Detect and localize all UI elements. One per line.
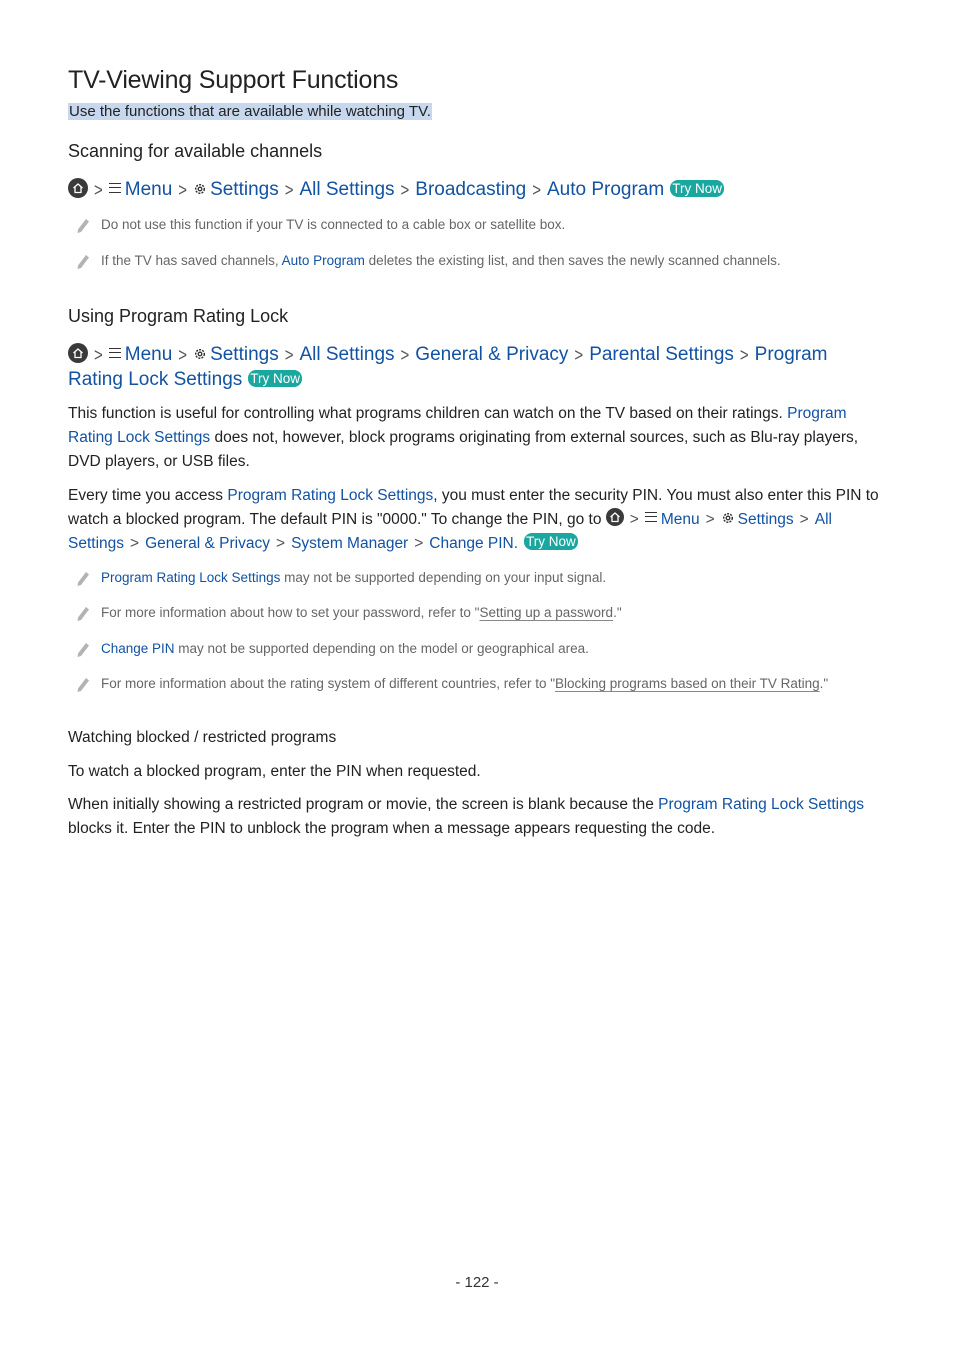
pencil-icon [76, 571, 90, 587]
chevron-right-icon: > [574, 345, 584, 366]
home-icon[interactable] [68, 178, 88, 198]
path-program-rating-lock[interactable]: Program Rating Lock Settings [68, 344, 828, 390]
breadcrumb-auto-program [68, 178, 898, 203]
page-subtitle: Use the functions that are available while watching TV. [69, 103, 431, 120]
note-change-pin: Change PIN may not be supported depending on the model or geographical area. [68, 641, 898, 656]
link-change-pin[interactable]: Change PIN [101, 641, 175, 656]
note-cable-box: Do not use this function if your TV is connected to a cable box or satellite box. [68, 217, 898, 232]
note-rating-system: For more information about the rating system of different countries, refer to "Blocking programs based on their TV Rating." [68, 676, 898, 691]
path-parental-settings[interactable]: Parental Settings [589, 344, 734, 365]
path-general-privacy[interactable]: General & Privacy [415, 344, 569, 365]
chevron-right-icon: > [178, 180, 188, 201]
path-menu[interactable]: Menu [645, 511, 700, 528]
page-number: - 122 - [455, 1274, 499, 1291]
link-setting-up-password[interactable]: Setting up a password [479, 605, 614, 620]
pencil-icon [76, 254, 90, 270]
link-program-rating-lock-settings[interactable]: Program Rating Lock Settings [68, 405, 847, 446]
chevron-right-icon: > [284, 345, 294, 366]
home-icon[interactable] [68, 343, 88, 363]
paragraph-restricted-program: When initially showing a restricted program or movie, the screen is blank because the Program Rating Lock Settings blocks it. Enter the PIN to unblock the program when a message appears requesting the code. [68, 796, 865, 837]
path-broadcasting[interactable]: Broadcasting [415, 179, 527, 200]
paragraph-security-pin: Every time you access Program Rating Lock Settings, you must enter the security PIN. You must also enter this PIN to watch a blocked program. The default PIN is "0000." To change the PIN, go to > Menu > Settings > All Settings > General & Privacy > System Manager > Change PIN. Try Now [68, 487, 879, 552]
link-program-rating-lock-settings[interactable]: Program Rating Lock Settings [658, 796, 865, 813]
pencil-icon [76, 642, 90, 658]
gear-icon [193, 347, 207, 361]
try-now-button[interactable]: Try Now [250, 371, 301, 386]
pencil-icon [76, 218, 90, 234]
path-settings[interactable]: Settings [193, 179, 279, 200]
path-settings[interactable]: Settings [721, 511, 794, 528]
section-heading-rating-lock: Using Program Rating Lock [68, 306, 289, 326]
pencil-icon [76, 606, 90, 622]
chevron-right-icon: > [532, 180, 541, 201]
gear-icon [721, 511, 735, 525]
path-all-settings[interactable]: All Settings [299, 344, 395, 365]
path-settings[interactable]: Settings [193, 344, 279, 365]
paragraph-enter-pin: To watch a blocked program, enter the PIN when requested. [68, 763, 481, 780]
chevron-right-icon: > [284, 180, 294, 201]
path-change-pin[interactable]: Change PIN [429, 535, 514, 552]
path-all-settings[interactable]: All Settings [299, 179, 395, 200]
link-blocking-programs[interactable]: Blocking programs based on their TV Rating [555, 676, 820, 691]
try-now-button[interactable]: Try Now [672, 181, 722, 196]
pencil-icon [76, 677, 90, 693]
breadcrumb-rating-lock [68, 343, 898, 392]
chevron-right-icon: > [400, 180, 410, 201]
path-general-privacy[interactable]: General & Privacy [145, 535, 270, 552]
chevron-right-icon: > [178, 345, 188, 366]
note-saved-channels: If the TV has saved channels, Auto Program deletes the existing list, and then saves the newly scanned channels. [68, 253, 898, 268]
link-program-rating-lock-settings[interactable]: Program Rating Lock Settings [227, 487, 434, 504]
chevron-right-icon: > [629, 511, 639, 528]
chevron-right-icon: > [94, 345, 103, 366]
menu-icon [109, 183, 121, 193]
home-icon[interactable] [606, 508, 624, 526]
try-now-button[interactable]: Try Now [526, 534, 576, 549]
section-heading-scanning: Scanning for available channels [68, 141, 323, 161]
note-set-password: For more information about how to set your password, refer to "Setting up a password." [68, 605, 898, 620]
path-system-manager[interactable]: System Manager [291, 535, 409, 552]
chevron-right-icon: > [400, 345, 410, 366]
section-heading-blocked: Watching blocked / restricted programs [68, 729, 337, 746]
paragraph-rating-lock-intro: This function is useful for controlling what programs children can watch on the TV based on their ratings. Program Rating Lock Settings does not, however, block programs originating from external sources, such as Blu-ray players, DVD players, or USB files. [68, 405, 859, 470]
gear-icon [193, 182, 207, 196]
path-all-settings[interactable]: All Settings [68, 511, 832, 552]
chevron-right-icon: > [799, 511, 809, 528]
path-auto-program[interactable]: Auto Program [546, 179, 665, 200]
chevron-right-icon: > [739, 345, 749, 366]
note-input-signal: Program Rating Lock Settings may not be supported depending on your input signal. [68, 570, 898, 585]
page-title: TV-Viewing Support Functions [68, 66, 399, 94]
link-program-rating-lock-settings[interactable]: Program Rating Lock Settings [101, 570, 281, 585]
chevron-right-icon: > [414, 535, 424, 552]
menu-icon [645, 512, 657, 522]
chevron-right-icon: > [130, 535, 140, 552]
chevron-right-icon: > [705, 511, 715, 528]
path-menu[interactable]: Menu [109, 344, 173, 365]
chevron-right-icon: > [94, 180, 103, 201]
menu-icon [109, 348, 121, 358]
path-menu[interactable]: Menu [109, 179, 173, 200]
chevron-right-icon: > [276, 535, 286, 552]
link-auto-program[interactable]: Auto Program [281, 253, 365, 268]
